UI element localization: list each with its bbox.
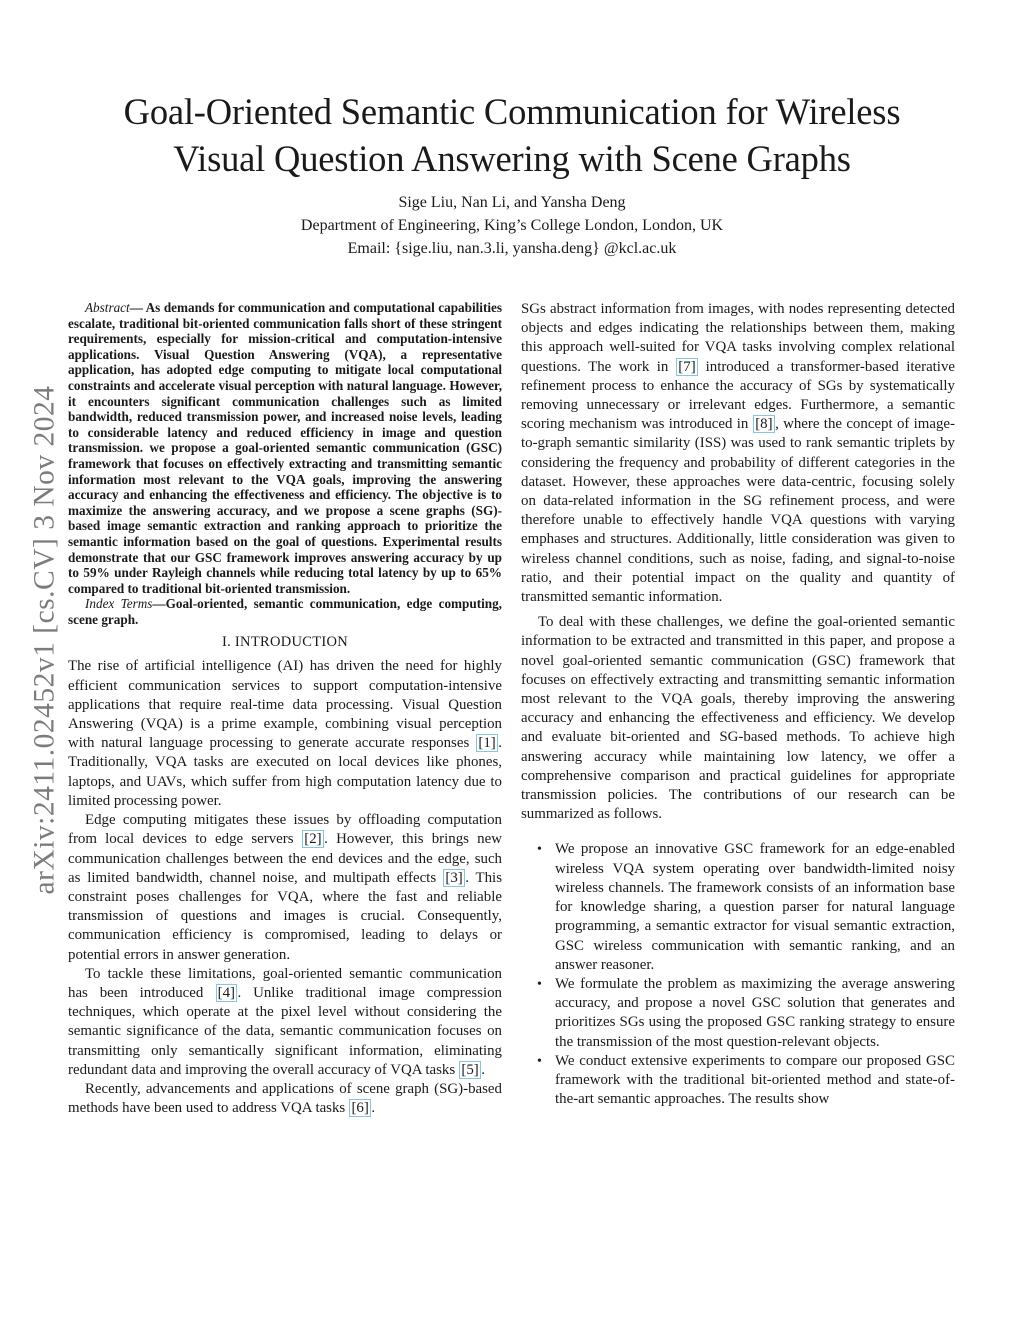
- authors: Sige Liu, Nan Li, and Yansha Deng: [398, 194, 626, 211]
- citation-link[interactable]: [5]: [461, 1061, 479, 1078]
- left-column: [68, 300, 502, 1118]
- text-run: To tackle these limitations, goal-oriented semantic communication has been introduced: [68, 965, 502, 1001]
- list-item-text: We propose an innovative GSC framework for an edge-enabled wireless VQA system operating over bandwidth-limited noisy wireless channels. The framework consists of an information base for knowledge sharing, a question parser for natural language programming, a semantic extractor for visual semantic extraction, GSC wireless communication with semantic ranking, and an answer reasoner.: [555, 841, 955, 973]
- index-terms-lead: Index Terms: [85, 596, 153, 612]
- bullet-icon: •: [537, 976, 542, 992]
- contribution-list: [521, 840, 955, 1109]
- bullet-icon: •: [537, 1053, 542, 1069]
- title-line-2: Visual Question Answering with Scene Graphs: [173, 138, 851, 179]
- paper-title: [40, 88, 984, 182]
- text-run: . Traditionally, VQA tasks are executed on local devices like phones, laptops, and UAVs, which suffer from high computation latency due to limited processing power.: [68, 735, 502, 809]
- right-column: [521, 300, 955, 1109]
- email: Email: {sige.liu, nan.3.li, yansha.deng} @kcl.ac.uk: [347, 240, 677, 257]
- list-item: [521, 1052, 955, 1110]
- text-run: . This constraint poses challenges for VQA, where the fast and reliable transmission of questions and images is crucial. Consequently, communication efficiency is compromised, leading to delays or potential errors in answer generation.: [68, 869, 502, 963]
- text-run: SGs abstract information from images, with nodes representing detected objects and edges indicating the relationships between them, making this approach well-suited for VQA tasks involving complex relational questions. The work in: [521, 301, 955, 375]
- citation-link[interactable]: [7]: [678, 358, 696, 375]
- abstract-text: — As demands for communication and computational capabilities escalate, traditional bit-oriented communication falls short of these stringent requirements, especially for mission-critical and computation-intensive applications. Visual Question Answering (VQA), a representative application, has adopted edge computing to mitigate local computational constraints and accelerate visual perception with natural language. However, it encounters significant communication challenges such as limited bandwidth, reduced transmission power, and increased noise levels, leading to considerable latency and reduced efficiency in image and question transmission. we propose a goal-oriented semantic communication (GSC) framework that focuses on effectively extracting and transmitting semantic information most relevant to the VQA goals, improving the answering accuracy and enhancing the effectiveness and efficiency. The objective is to maximize the answering accuracy, and we propose a scene graphs (SG)-based image semantic extraction and ranking approach to prioritize the semantic information based on the goal of questions. Experimental results demonstrate that our GSC framework improves answering accuracy by up to 59% under Rayleigh channels while reducing total latency by up to 65% compared to traditional bit-oriented transmission.: [68, 300, 502, 596]
- list-item: [521, 840, 955, 974]
- abstract: [68, 300, 502, 596]
- author-block: [62, 191, 962, 260]
- text-run: , where the concept of image-to-graph semantic similarity (ISS) was used to rank semantic triplets by considering the frequency and probability of different categories in the dataset. However, these approaches were data-centric, focusing solely on data-related information in the SG refinement process, and were therefore unable to effectively handle VQA questions with varying emphases and structures. Additionally, little consideration was given to wireless channel conditions, such as noise, fading, and signal-to-noise ratio, and their potential impact on the quality and quantity of transmitted semantic information.: [521, 416, 956, 606]
- text-run: . Unlike traditional image compression techniques, which operate at the pixel level without considering the semantic significance of the data, semantic communication focuses on transmitting only semantically significant information, eliminating redundant data and improving the overall accuracy of VQA tasks: [68, 984, 502, 1078]
- text-run: .: [481, 1061, 486, 1078]
- citation-link[interactable]: [3]: [445, 869, 463, 886]
- abstract-lead: Abstract: [85, 300, 130, 315]
- index-terms-text: —Goal-oriented, semantic communication, edge computing, scene graph.: [68, 596, 502, 627]
- citation-link[interactable]: [4]: [217, 984, 236, 1001]
- intro-paragraph-2: [68, 811, 502, 965]
- list-item-text: We conduct extensive experiments to compare our proposed GSC framework with the traditional bit-oriented method and state-of-the-art semantic approaches. The results show: [555, 1052, 955, 1108]
- text-run: . However, this brings new communication challenges between the end devices and the edge, such as limited bandwidth, channel noise, and multipath effects: [68, 831, 502, 886]
- text-run: Edge computing mitigates these issues by offloading computation from local devices to edge servers: [68, 812, 502, 848]
- section-heading-introduction: I. INTRODUCTION: [221, 634, 349, 651]
- intro-paragraph-3: [68, 965, 502, 1080]
- citation-link[interactable]: [1]: [478, 735, 496, 752]
- bullet-icon: •: [537, 842, 542, 858]
- intro-paragraph-1: [68, 657, 502, 811]
- intro-paragraph-6: To deal with these challenges, we define the goal-oriented semantic information to be extracted and transmitted in this paper, and propose a novel goal-oriented semantic communication (GSC) framework that focuses on effectively extracting and transmitting semantic information most relevant to the VQA goals, thereby improving the answering accuracy and enhancing the effectiveness and efficiency. We develop and evaluate bit-oriented and SG-based methods. To achieve high answering accuracy while maintaining low latency, we offer a comprehensive comparison and practical guidelines for appropriate transmission policies. The contributions of our research can be summarized as follows.: [521, 614, 955, 823]
- citation-link[interactable]: [2]: [304, 831, 322, 848]
- arxiv-identifier: arXiv:2411.02452v1 [cs.CV] 3 Nov 2024: [28, 385, 61, 895]
- title-line-1: Goal-Oriented Semantic Communication for Wireless: [123, 91, 901, 132]
- list-item: [521, 975, 955, 1052]
- intro-paragraph-4: [68, 1080, 502, 1118]
- text-run: The rise of artificial intelligence (AI) has driven the need for highly efficient communication services to support computation-intensive applications that require real-time data processing. Visual Question Answering (VQA) is a prime example, combining visual perception with natural language processing to generate accurate responses: [68, 658, 502, 752]
- text-run: Recently, advancements and applications of scene graph (SG)-based methods have been used to address VQA tasks: [68, 1080, 502, 1117]
- list-item-text: We formulate the problem as maximizing the average answering accuracy, and propose a novel GSC solution that generates and prioritizes SGs using the proposed GSC ranking strategy to ensure the transmission of the most question-relevant objects.: [555, 975, 955, 1050]
- affiliation: Department of Engineering, King’s College London, London, UK: [300, 217, 724, 234]
- text-run: .: [371, 1100, 376, 1117]
- citation-link[interactable]: [6]: [351, 1100, 369, 1117]
- text-run: introduced a transformer-based iterative refinement process to enhance the accuracy of SGs by systematically removing unnecessary or irrelevant edges. Furthermore, a semantic scoring mechanism was introduced in: [521, 358, 956, 433]
- citation-link[interactable]: [8]: [755, 416, 773, 433]
- intro-paragraph-5: [521, 300, 955, 607]
- index-terms: [68, 596, 502, 627]
